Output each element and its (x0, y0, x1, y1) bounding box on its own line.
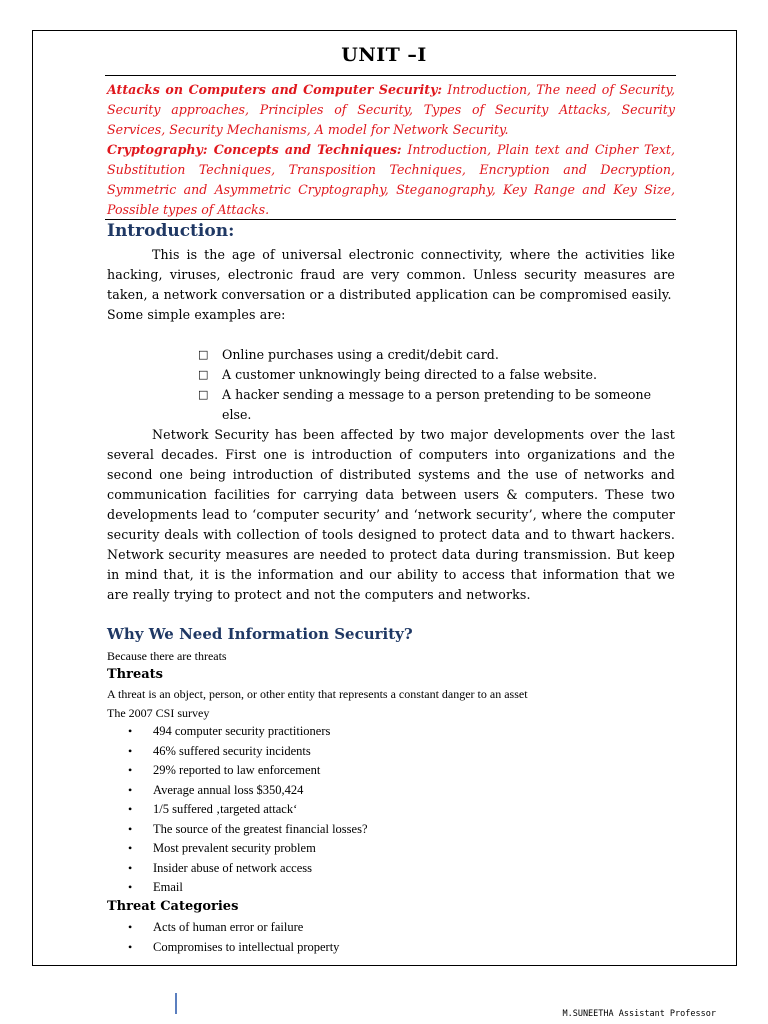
list-item (128, 938, 339, 958)
list-item (198, 345, 678, 365)
list-item (128, 742, 368, 762)
category-item: Compromises to intellectual property (153, 939, 340, 954)
checkbox-bullet-icon: □ (198, 388, 209, 401)
survey-item: 1/5 suffered ‚targeted attack‘ (153, 802, 298, 816)
example-text: Online purchases using a credit/debit card. (222, 347, 499, 362)
intro-text (107, 245, 675, 325)
bullet-dot-icon: • (128, 743, 133, 758)
category-item: Acts of human error or failure (153, 920, 304, 934)
list-item (128, 800, 368, 820)
list-item (128, 781, 368, 801)
checkbox-bullet-icon: □ (198, 368, 209, 381)
survey-item: 46% suffered security incidents (153, 743, 311, 758)
list-item (128, 878, 368, 898)
footer-author: M.SUNEETHA Assistant Professor (562, 1009, 716, 1019)
because-threats-text: Because there are threats (107, 649, 227, 663)
survey-item: Most prevalent security problem (153, 841, 316, 855)
survey-item: Insider abuse of network access (153, 860, 312, 875)
syllabus-body-1: Introduction, The need of Security, Security approaches, Principles of Security, Types of Security Attacks, Security Services, Security Mechanisms, A model for Network Security. (107, 82, 675, 137)
bullet-dot-icon: • (128, 880, 133, 894)
syllabus-head-1: Attacks on Computers and Computer Security: (107, 82, 443, 97)
survey-item: Average annual loss $350,424 (153, 782, 304, 797)
why-security-heading: Why We Need Information Security? (107, 625, 413, 643)
syllabus-body-2: Introduction, Plain text and Cipher Text, Substitution Techniques, Transposition Techniques, Encryption and Decryption, Symmetric and Asymmetric Cryptography, Steganography, Key Range and Key Size, Possible types of Attacks. (107, 142, 676, 217)
survey-item: Email (153, 880, 183, 894)
list-item (198, 385, 678, 425)
examples-lead: Some simple examples are: (107, 307, 286, 322)
list-item (198, 365, 678, 385)
syllabus-para-2 (107, 140, 675, 220)
threats-heading: Threats (107, 667, 163, 682)
bottom-rule (105, 219, 676, 220)
survey-item: 29% reported to law enforcement (153, 763, 321, 777)
unit-title: UNIT –I (341, 44, 427, 66)
checkbox-bullet-icon: □ (198, 348, 209, 361)
threat-definition: A threat is an object, person, or other entity that represents a constant danger to an asset (107, 687, 528, 701)
intro-paragraph-2: Network Security has been affected by two major developments over the last several decades. First one is introduction of computers into organizations and the second one being introduction of distributed systems and the use of networks and communication facilities for carrying data between users & computers. These two developments lead to ‘computer security’ and ‘network security’, where the computer security deals with collection of tools designed to protect data and to thwart hackers. Network security measures are needed to protect data during transmission. But keep in mind that, it is the information and our ability to access that information that we are really trying to protect and not the computers and networks. (107, 427, 675, 602)
bullet-dot-icon: • (128, 763, 133, 777)
bullet-dot-icon: • (128, 939, 133, 954)
introduction-heading: Introduction: (107, 221, 235, 241)
list-item (128, 820, 368, 840)
syllabus-para-1 (107, 80, 675, 140)
syllabus-head-2: Cryptography: Concepts and Techniques: (107, 142, 402, 157)
bullet-dot-icon: • (128, 782, 133, 797)
syllabus-block (107, 80, 675, 220)
bullet-dot-icon: • (128, 860, 133, 875)
footer-marker (175, 993, 177, 1014)
categories-list (128, 918, 339, 957)
bullet-dot-icon: • (128, 920, 133, 934)
survey-item: The source of the greatest financial losses? (153, 821, 368, 836)
list-item (128, 722, 368, 742)
bullet-dot-icon: • (128, 821, 133, 836)
survey-title: The 2007 CSI survey (107, 706, 210, 720)
list-item (128, 859, 368, 879)
list-item (128, 918, 339, 938)
top-rule (105, 75, 676, 76)
intro-paragraph-1: This is the age of universal electronic connectivity, where the activities like hacking, viruses, electronic fraud are very common. Unless security measures are taken, a network conversation or a distributed application can be compromised easily. (107, 247, 675, 302)
bullet-dot-icon: • (128, 841, 133, 855)
example-text: A customer unknowingly being directed to a false website. (222, 367, 597, 382)
survey-item: 494 computer security practitioners (153, 724, 331, 738)
survey-list (128, 722, 368, 898)
bullet-dot-icon: • (128, 802, 133, 816)
example-text: A hacker sending a message to a person pretending to be someone else. (222, 387, 652, 422)
network-security-text (107, 425, 675, 605)
list-item (128, 839, 368, 859)
bullet-dot-icon: • (128, 724, 133, 738)
list-item (128, 761, 368, 781)
threat-categories-heading: Threat Categories (107, 899, 239, 914)
examples-list (198, 345, 678, 425)
